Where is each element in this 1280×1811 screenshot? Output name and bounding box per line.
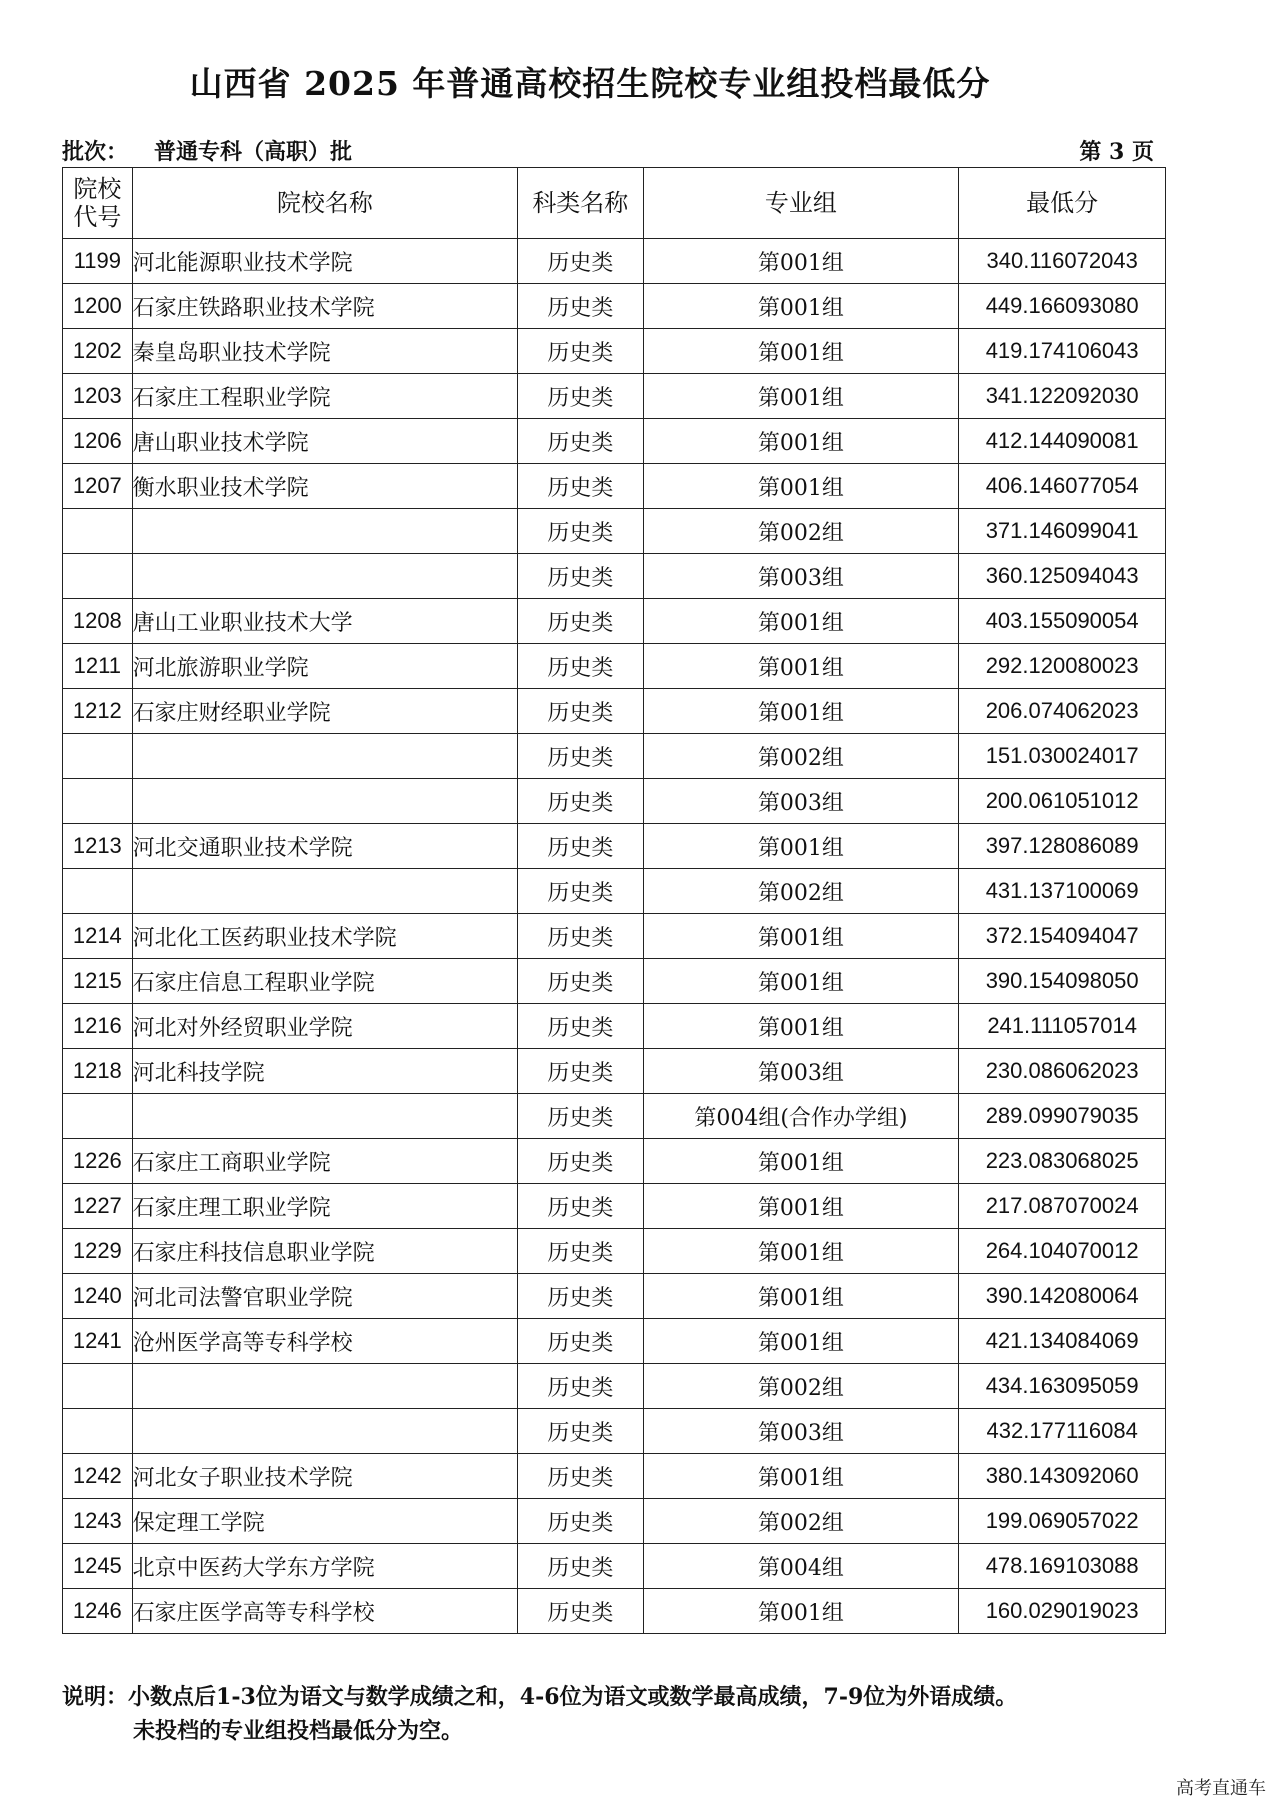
- code-cell: 1207: [63, 464, 133, 509]
- code-cell: 1213: [63, 824, 133, 869]
- name-cell: 石家庄信息工程职业学院: [132, 959, 517, 1004]
- page-title: 山西省 2025 年普通高校招生院校专业组投档最低分: [189, 64, 991, 103]
- score-cell: 341.122092030: [959, 374, 1166, 419]
- table-row: [63, 1049, 1166, 1094]
- code-cell: 1226: [63, 1139, 133, 1184]
- score-cell: 390.142080064: [959, 1274, 1166, 1319]
- name-cell: 沧州医学高等专科学校: [132, 1319, 517, 1364]
- score-cell: 421.134084069: [959, 1319, 1166, 1364]
- group-cell: 第001组: [643, 419, 959, 464]
- table-row: [63, 1544, 1166, 1589]
- score-cell: 371.146099041: [959, 509, 1166, 554]
- code-cell: 1203: [63, 374, 133, 419]
- name-cell: 唐山工业职业技术大学: [132, 599, 517, 644]
- header-code: 院校 代号: [63, 168, 133, 239]
- batch-value: 普通专科（高职）批: [154, 139, 353, 165]
- name-cell: 衡水职业技术学院: [132, 464, 517, 509]
- name-cell: [132, 554, 517, 599]
- subject-cell: 历史类: [518, 824, 643, 869]
- name-cell: 河北交通职业技术学院: [132, 824, 517, 869]
- code-cell: 1215: [63, 959, 133, 1004]
- subject-cell: 历史类: [518, 329, 643, 374]
- score-cell: 151.030024017: [959, 734, 1166, 779]
- name-cell: 河北司法警官职业学院: [132, 1274, 517, 1319]
- group-cell: 第001组: [643, 1139, 959, 1184]
- group-cell: 第003组: [643, 1049, 959, 1094]
- code-cell: 1242: [63, 1454, 133, 1499]
- group-cell: 第001组: [643, 914, 959, 959]
- header-name: 院校名称: [132, 168, 517, 239]
- group-cell: 第001组: [643, 599, 959, 644]
- code-cell: 1240: [63, 1274, 133, 1319]
- subject-cell: 历史类: [518, 509, 643, 554]
- group-cell: 第001组: [643, 329, 959, 374]
- footnote-line2: 未投档的专业组投档最低分为空。: [133, 1718, 464, 1744]
- code-cell: 1218: [63, 1049, 133, 1094]
- score-cell: 434.163095059: [959, 1364, 1166, 1409]
- subject-cell: 历史类: [518, 1364, 643, 1409]
- table-row: [63, 1004, 1166, 1049]
- footnote-label: 说明：: [62, 1684, 129, 1710]
- table-row: [63, 1319, 1166, 1364]
- score-cell: 264.104070012: [959, 1229, 1166, 1274]
- footnote-line1: 小数点后1-3位为语文与数学成绩之和，4-6位为语文或数学最高成绩，7-9位为外语成绩。: [128, 1684, 1018, 1710]
- header-score: 最低分: [959, 168, 1166, 239]
- group-cell: 第001组: [643, 689, 959, 734]
- code-cell: 1246: [63, 1589, 133, 1634]
- name-cell: 河北科技学院: [132, 1049, 517, 1094]
- group-cell: 第001组: [643, 824, 959, 869]
- table-row: [63, 329, 1166, 374]
- table-row: [63, 869, 1166, 914]
- code-cell: 1245: [63, 1544, 133, 1589]
- subject-cell: 历史类: [518, 1454, 643, 1499]
- code-cell: 1241: [63, 1319, 133, 1364]
- table-row: [63, 239, 1166, 284]
- batch-info: [62, 135, 1154, 165]
- group-cell: 第004组(合作办学组): [643, 1094, 959, 1139]
- name-cell: 石家庄铁路职业技术学院: [132, 284, 517, 329]
- subject-cell: 历史类: [518, 419, 643, 464]
- subject-cell: 历史类: [518, 1274, 643, 1319]
- code-cell: 1202: [63, 329, 133, 374]
- table-header-row: [63, 168, 1166, 239]
- table-row: [63, 374, 1166, 419]
- score-cell: 449.166093080: [959, 284, 1166, 329]
- group-cell: 第001组: [643, 239, 959, 284]
- name-cell: 秦皇岛职业技术学院: [132, 329, 517, 374]
- code-cell: 1227: [63, 1184, 133, 1229]
- name-cell: [132, 1409, 517, 1454]
- group-cell: 第001组: [643, 1004, 959, 1049]
- table-row: [63, 1229, 1166, 1274]
- score-cell: 241.111057014: [959, 1004, 1166, 1049]
- code-cell: [63, 554, 133, 599]
- footnote: [62, 1680, 1182, 1748]
- subject-cell: 历史类: [518, 689, 643, 734]
- table-row: [63, 1589, 1166, 1634]
- table-row: [63, 509, 1166, 554]
- name-cell: 河北女子职业技术学院: [132, 1454, 517, 1499]
- code-cell: 1211: [63, 644, 133, 689]
- code-cell: 1208: [63, 599, 133, 644]
- subject-cell: 历史类: [518, 1094, 643, 1139]
- table-row: [63, 1409, 1166, 1454]
- header-group: 专业组: [643, 168, 959, 239]
- table-row: [63, 959, 1166, 1004]
- score-cell: 340.116072043: [959, 239, 1166, 284]
- subject-cell: 历史类: [518, 959, 643, 1004]
- group-cell: 第001组: [643, 1589, 959, 1634]
- code-cell: 1199: [63, 239, 133, 284]
- name-cell: 河北对外经贸职业学院: [132, 1004, 517, 1049]
- group-cell: 第001组: [643, 959, 959, 1004]
- group-cell: 第001组: [643, 464, 959, 509]
- table-body: [63, 239, 1166, 1634]
- group-cell: 第002组: [643, 509, 959, 554]
- name-cell: [132, 869, 517, 914]
- name-cell: 保定理工学院: [132, 1499, 517, 1544]
- admission-score-table: [62, 167, 1166, 1634]
- score-cell: 199.069057022: [959, 1499, 1166, 1544]
- table-row: [63, 1094, 1166, 1139]
- score-cell: 431.137100069: [959, 869, 1166, 914]
- subject-cell: 历史类: [518, 464, 643, 509]
- page-number: 第 3 页: [1079, 139, 1154, 165]
- group-cell: 第004组: [643, 1544, 959, 1589]
- subject-cell: 历史类: [518, 644, 643, 689]
- name-cell: 河北能源职业技术学院: [132, 239, 517, 284]
- subject-cell: 历史类: [518, 1004, 643, 1049]
- subject-cell: 历史类: [518, 1049, 643, 1094]
- group-cell: 第002组: [643, 1364, 959, 1409]
- group-cell: 第003组: [643, 1409, 959, 1454]
- score-cell: 380.143092060: [959, 1454, 1166, 1499]
- score-cell: 406.146077054: [959, 464, 1166, 509]
- subject-cell: 历史类: [518, 1319, 643, 1364]
- name-cell: 河北旅游职业学院: [132, 644, 517, 689]
- subject-cell: 历史类: [518, 1589, 643, 1634]
- table-row: [63, 914, 1166, 959]
- batch-label: 批次：: [62, 139, 129, 165]
- subject-cell: 历史类: [518, 1409, 643, 1454]
- subject-cell: 历史类: [518, 734, 643, 779]
- score-cell: 289.099079035: [959, 1094, 1166, 1139]
- group-cell: 第001组: [643, 1454, 959, 1499]
- score-cell: 160.029019023: [959, 1589, 1166, 1634]
- header-subject: 科类名称: [518, 168, 643, 239]
- subject-cell: 历史类: [518, 1229, 643, 1274]
- subject-cell: 历史类: [518, 284, 643, 329]
- group-cell: 第002组: [643, 869, 959, 914]
- score-cell: 403.155090054: [959, 599, 1166, 644]
- subject-cell: 历史类: [518, 239, 643, 284]
- group-cell: 第001组: [643, 1319, 959, 1364]
- table-row: [63, 1274, 1166, 1319]
- score-cell: 372.154094047: [959, 914, 1166, 959]
- code-cell: [63, 1409, 133, 1454]
- score-cell: 217.087070024: [959, 1184, 1166, 1229]
- group-cell: 第001组: [643, 374, 959, 419]
- subject-cell: 历史类: [518, 599, 643, 644]
- subject-cell: 历史类: [518, 1139, 643, 1184]
- score-cell: 360.125094043: [959, 554, 1166, 599]
- name-cell: 石家庄医学高等专科学校: [132, 1589, 517, 1634]
- code-cell: 1206: [63, 419, 133, 464]
- score-cell: 419.174106043: [959, 329, 1166, 374]
- subject-cell: 历史类: [518, 554, 643, 599]
- score-cell: 292.120080023: [959, 644, 1166, 689]
- code-cell: 1214: [63, 914, 133, 959]
- subject-cell: 历史类: [518, 914, 643, 959]
- code-cell: 1212: [63, 689, 133, 734]
- code-cell: 1200: [63, 284, 133, 329]
- score-cell: 230.086062023: [959, 1049, 1166, 1094]
- table-row: [63, 419, 1166, 464]
- name-cell: 石家庄工程职业学院: [132, 374, 517, 419]
- group-cell: 第001组: [643, 1184, 959, 1229]
- code-cell: [63, 779, 133, 824]
- name-cell: 唐山职业技术学院: [132, 419, 517, 464]
- score-cell: 223.083068025: [959, 1139, 1166, 1184]
- name-cell: 北京中医药大学东方学院: [132, 1544, 517, 1589]
- table-row: [63, 1364, 1166, 1409]
- group-cell: 第001组: [643, 1274, 959, 1319]
- table-row: [63, 284, 1166, 329]
- group-cell: 第002组: [643, 1499, 959, 1544]
- watermark: 高考直通车: [1176, 1778, 1266, 1799]
- table-row: [63, 1139, 1166, 1184]
- group-cell: 第003组: [643, 554, 959, 599]
- code-cell: 1216: [63, 1004, 133, 1049]
- table-row: [63, 779, 1166, 824]
- code-cell: [63, 1094, 133, 1139]
- table-row: [63, 599, 1166, 644]
- group-cell: 第003组: [643, 779, 959, 824]
- score-cell: 412.144090081: [959, 419, 1166, 464]
- table-row: [63, 734, 1166, 779]
- table-row: [63, 1184, 1166, 1229]
- name-cell: 石家庄工商职业学院: [132, 1139, 517, 1184]
- code-cell: [63, 734, 133, 779]
- table-row: [63, 1499, 1166, 1544]
- table-row: [63, 464, 1166, 509]
- name-cell: 石家庄科技信息职业学院: [132, 1229, 517, 1274]
- group-cell: 第002组: [643, 734, 959, 779]
- name-cell: [132, 779, 517, 824]
- table-row: [63, 644, 1166, 689]
- name-cell: [132, 1094, 517, 1139]
- code-cell: 1229: [63, 1229, 133, 1274]
- score-cell: 432.177116084: [959, 1409, 1166, 1454]
- name-cell: 石家庄财经职业学院: [132, 689, 517, 734]
- group-cell: 第001组: [643, 1229, 959, 1274]
- code-cell: [63, 1364, 133, 1409]
- score-cell: 478.169103088: [959, 1544, 1166, 1589]
- name-cell: [132, 509, 517, 554]
- table-row: [63, 1454, 1166, 1499]
- table-row: [63, 824, 1166, 869]
- subject-cell: 历史类: [518, 374, 643, 419]
- subject-cell: 历史类: [518, 1184, 643, 1229]
- score-cell: 390.154098050: [959, 959, 1166, 1004]
- name-cell: [132, 1364, 517, 1409]
- subject-cell: 历史类: [518, 869, 643, 914]
- score-cell: 397.128086089: [959, 824, 1166, 869]
- subject-cell: 历史类: [518, 1544, 643, 1589]
- name-cell: 河北化工医药职业技术学院: [132, 914, 517, 959]
- subject-cell: 历史类: [518, 779, 643, 824]
- score-cell: 200.061051012: [959, 779, 1166, 824]
- table-row: [63, 554, 1166, 599]
- group-cell: 第001组: [643, 284, 959, 329]
- code-cell: 1243: [63, 1499, 133, 1544]
- code-cell: [63, 869, 133, 914]
- name-cell: [132, 734, 517, 779]
- table-row: [63, 689, 1166, 734]
- subject-cell: 历史类: [518, 1499, 643, 1544]
- name-cell: 石家庄理工职业学院: [132, 1184, 517, 1229]
- code-cell: [63, 509, 133, 554]
- group-cell: 第001组: [643, 644, 959, 689]
- score-cell: 206.074062023: [959, 689, 1166, 734]
